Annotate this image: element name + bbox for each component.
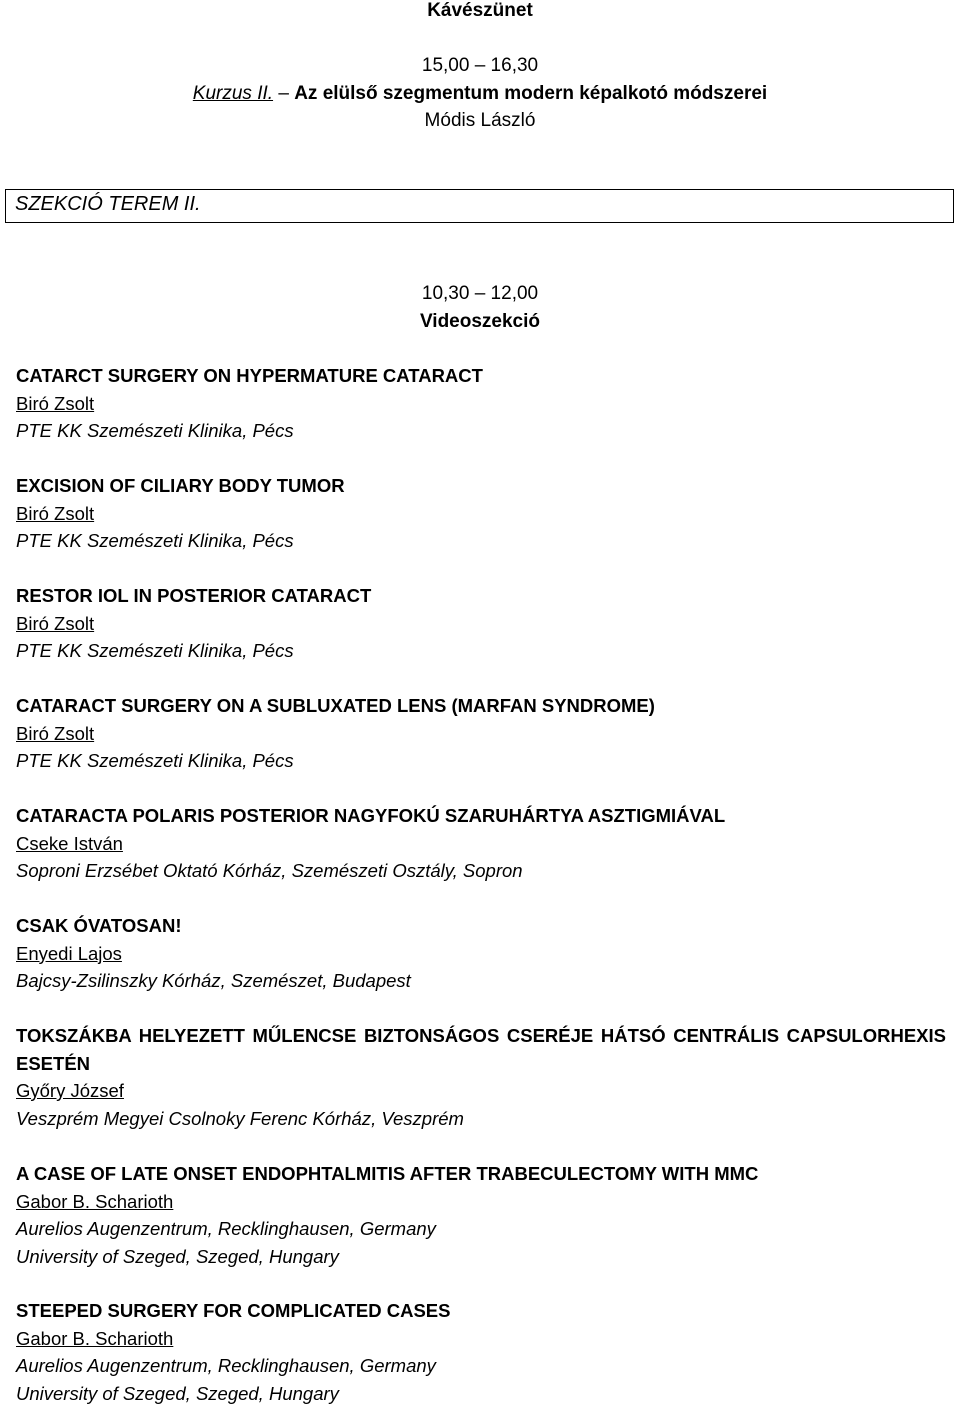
entry-author[interactable]: Biró Zsolt bbox=[16, 612, 95, 634]
course-title: Az elülső szegmentum modern képalkotó módszerei bbox=[294, 83, 768, 104]
entry-title: CATARACTA POLARIS POSTERIOR NAGYFOKÚ SZARUHÁRTYA ASZTIGMIÁVAL bbox=[16, 805, 726, 826]
entry-author[interactable]: Biró Zsolt bbox=[16, 722, 95, 744]
entry-title: CATARCT SURGERY ON HYPERMATURE CATARACT bbox=[16, 365, 483, 386]
entry-institution: Veszprém Megyei Csolnoky Ferenc Kórház, Veszprém bbox=[16, 1107, 464, 1129]
entry-institution: Aurelios Augenzentrum, Recklinghausen, Germany bbox=[16, 1218, 436, 1239]
entry-title: A CASE OF LATE ONSET ENDOPHTALMITIS AFTER TRABECULECTOMY WITH MMC bbox=[16, 1163, 759, 1184]
section-name: Videoszekció bbox=[419, 311, 541, 332]
section-label: SZEKCIÓ TEREM II. bbox=[15, 193, 201, 215]
entry-author[interactable]: Gabor B. Scharioth bbox=[16, 1327, 174, 1349]
session-entry bbox=[16, 912, 946, 995]
entry-institution: PTE KK Szemészeti Klinika, Pécs bbox=[16, 750, 294, 771]
course-time: 15,00 – 16,30 bbox=[421, 55, 539, 76]
session-entry bbox=[16, 802, 946, 885]
entry-institution: University of Szeged, Szeged, Hungary bbox=[16, 1382, 339, 1404]
session-entry bbox=[16, 692, 946, 775]
entry-institution: Soproni Erzsébet Oktató Kórház, Szemészeti Osztály, Sopron bbox=[16, 860, 523, 881]
entry-author[interactable]: Enyedi Lajos bbox=[16, 942, 122, 964]
entry-title: EXCISION OF CILIARY BODY TUMOR bbox=[16, 475, 345, 496]
session-entry bbox=[16, 472, 946, 555]
session-entry bbox=[16, 1160, 946, 1270]
entry-institution: PTE KK Szemészeti Klinika, Pécs bbox=[16, 530, 294, 551]
course-presenter: Módis László bbox=[424, 110, 536, 131]
entry-author[interactable]: Győry József bbox=[16, 1080, 124, 1101]
session-entry bbox=[16, 1297, 946, 1407]
entry-institution: Bajcsy-Zsilinszky Kórház, Szemészet, Budapest bbox=[16, 970, 411, 991]
entry-title: STEEPED SURGERY FOR COMPLICATED CASES bbox=[16, 1300, 451, 1321]
session-entry bbox=[16, 1022, 946, 1132]
entry-author[interactable]: Gabor B. Scharioth bbox=[16, 1190, 174, 1212]
entry-author[interactable]: Biró Zsolt bbox=[16, 502, 95, 524]
entry-title: RESTOR IOL IN POSTERIOR CATARACT bbox=[16, 585, 372, 606]
session-entry bbox=[16, 582, 946, 665]
entry-institution: Aurelios Augenzentrum, Recklinghausen, Germany bbox=[16, 1355, 436, 1376]
course-line bbox=[0, 80, 960, 107]
course-label[interactable]: Kurzus II. bbox=[192, 83, 274, 104]
entry-author[interactable]: Cseke István bbox=[16, 832, 123, 854]
entry-institution: PTE KK Szemészeti Klinika, Pécs bbox=[16, 420, 294, 441]
section-time: 10,30 – 12,00 bbox=[421, 283, 539, 304]
break-title: Kávészünet bbox=[427, 0, 533, 21]
entry-institution: PTE KK Szemészeti Klinika, Pécs bbox=[16, 640, 294, 661]
entry-title: TOKSZÁKBA HELYEZETT MŰLENCSE BIZTONSÁGOS CSERÉJE HÁTSÓ CENTRÁLIS CAPSULORHEXIS ESETÉN bbox=[16, 1025, 946, 1074]
section-header-box bbox=[5, 189, 954, 223]
entry-author[interactable]: Biró Zsolt bbox=[16, 392, 95, 414]
entry-title: CSAK ÓVATOSAN! bbox=[16, 915, 182, 936]
session-entry bbox=[16, 362, 946, 445]
course-dash: – bbox=[278, 83, 289, 104]
entry-institution: University of Szeged, Szeged, Hungary bbox=[16, 1245, 339, 1267]
entry-title: CATARACT SURGERY ON A SUBLUXATED LENS (MARFAN SYNDROME) bbox=[16, 695, 655, 716]
